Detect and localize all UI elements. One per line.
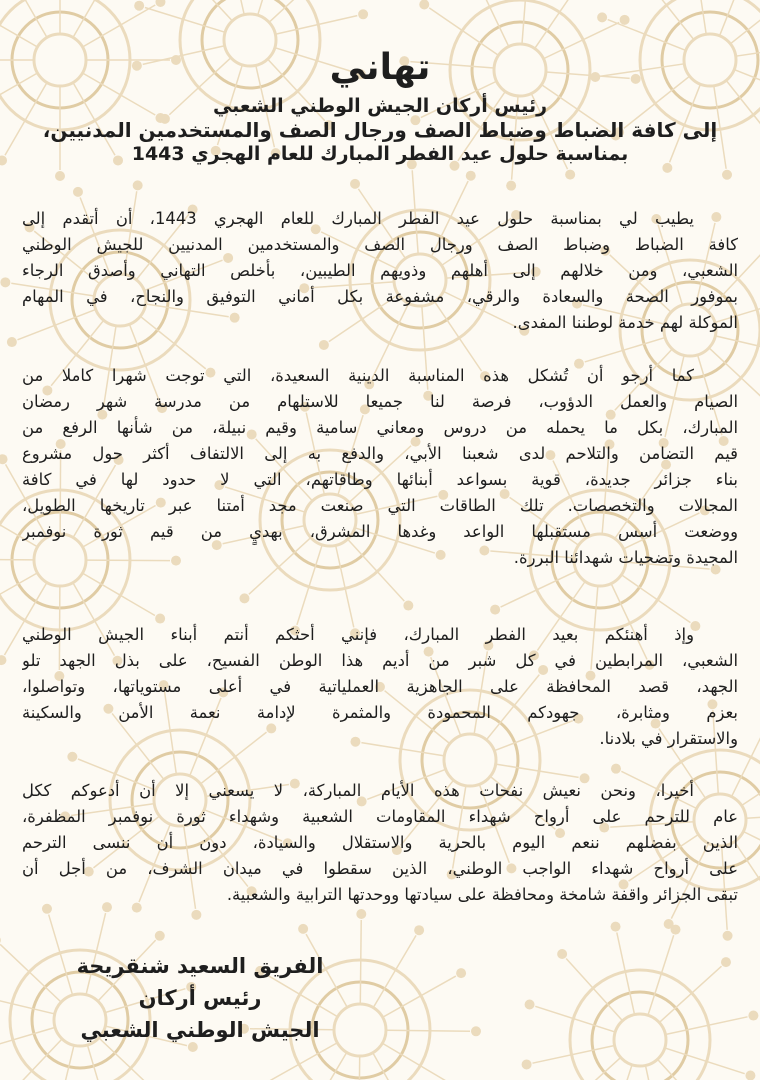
- paragraph-line: عام للترحم على أرواح شهداء المقاومات الشعبية وشهداء ثورة نوفمبر المظفرة،: [22, 807, 738, 826]
- paragraph-1: [22, 206, 738, 336]
- paragraph-line: بناء جزائر جديدة، قوية بسواعد أبنائها وطاقاتهم، التي لا حدود لها في كافة: [22, 470, 738, 489]
- paragraph-2: [22, 363, 738, 571]
- paragraph-line: تبقى الجزائر واقفة شامخة ومحافظة على سيادتها ووحدتها الترابية والشعبية.: [226, 885, 738, 904]
- paragraph-line: على أرواح شهداء الواجب الوطني، الذين سقطوا في ميدان الشرف، من أجل أن: [22, 859, 738, 878]
- paragraph-line: كما أرجو أن تُشكل هذه المناسبة الدينية السعيدة، التي توجت شهرا كاملا من: [22, 366, 694, 385]
- heading-line-3: بمناسبة حلول عيد الفطر المبارك للعام الهجري 1443: [131, 143, 629, 165]
- paragraph-line: الصيام والعمل الدؤوب، فرصة لنا جميعا للاستلهام من مدرسة شهر رمضان: [22, 392, 738, 411]
- document-title: تهاني: [329, 47, 431, 88]
- paragraph-line: الموكلة لهم خدمة لوطننا المفدى.: [512, 313, 738, 332]
- paragraph-3: [22, 622, 738, 752]
- paragraph-line: أخيرا، ونحن نعيش نفحات هذه الأيام المباركة، لا يسعني إلا أن أدعوكم ككل: [22, 781, 694, 800]
- paragraph-line: ووضعت أسس مستقبلها الواعد وغدها المشرق، بهديٍ من قيم ثورة نوفمبر: [22, 522, 738, 541]
- signatory-organization: الجيش الوطني الشعبي: [80, 1018, 320, 1042]
- paragraph-line: وإذ أهنئكم بعيد الفطر المبارك، فإنني أحثكم أنتم أبناء الجيش الوطني: [22, 625, 694, 644]
- paragraph-line: يطيب لي بمناسبة حلول عيد الفطر المبارك للعام الهجري 1443، أن أتقدم إلى: [22, 209, 694, 228]
- signatory-name: الفريق السعيد شنقريحة: [76, 954, 324, 978]
- heading-line-2: إلى كافة الضباط وضباط الصف ورجال الصف والمستخدمين المدنيين،: [42, 118, 718, 142]
- paragraph-line: بعزم ومثابرة، جهودكم المحمودة والمثمرة لإدامة نعمة الأمن والسكينة: [22, 703, 738, 722]
- paragraph-line: المجالات والتخصصات. تلك الطاقات التي صنعت مجد أمتنا عبر تاريخها الطويل،: [22, 496, 738, 515]
- document-heading: [40, 94, 720, 166]
- heading-line-1: رئيس أركان الجيش الوطني الشعبي: [212, 95, 548, 117]
- paragraph-line: الذين بفضلهم ننعم اليوم بالحرية والاستقلال والسيادة، دون أن ننسى الترحم: [22, 833, 738, 852]
- paragraph-line: المجيدة وتضحيات شهدائنا البررة.: [513, 548, 738, 567]
- paragraph-line: كافة الضباط وضباط الصف ورجال الصف والمستخدمين المدنيين للجيش الوطني: [22, 235, 738, 254]
- paragraph-line: الجهد، قصد المحافظة على الجاهزية العملياتية في أعلى مستوياتها، وتواصلوا،: [22, 677, 738, 696]
- paragraph-line: الشعبي، ومن خلالهم إلى أهلهم وذويهم الطيبين، بأخلص التهاني وأصدق الرجاء: [22, 261, 738, 280]
- paragraph-line: بموفور الصحة والسعادة والرقي، مشفوعة بكل أماني التوفيق والنجاح، في المهام: [22, 287, 738, 306]
- paragraph-line: المبارك، بكل ما يحمله من دروس ومعاني سامية وقيم نبيلة، من شأنها الرفع من: [22, 418, 738, 437]
- paragraph-line: والاستقرار في بلادنا.: [599, 729, 738, 748]
- paragraph-line: قيم التضامن والتلاحم لدى شعبنا الأبي، والدفع به إلى الالتفاف أكثر حول مشروع: [22, 444, 738, 463]
- paragraph-line: الشعبي، المرابطين في كل شبر من أديم هذا الوطن الفسيح، على بذل الجهد تلو: [22, 651, 738, 670]
- signatory-title: رئيس أركان: [138, 986, 262, 1010]
- signature-block: [40, 950, 360, 1046]
- paragraph-4: [22, 778, 738, 908]
